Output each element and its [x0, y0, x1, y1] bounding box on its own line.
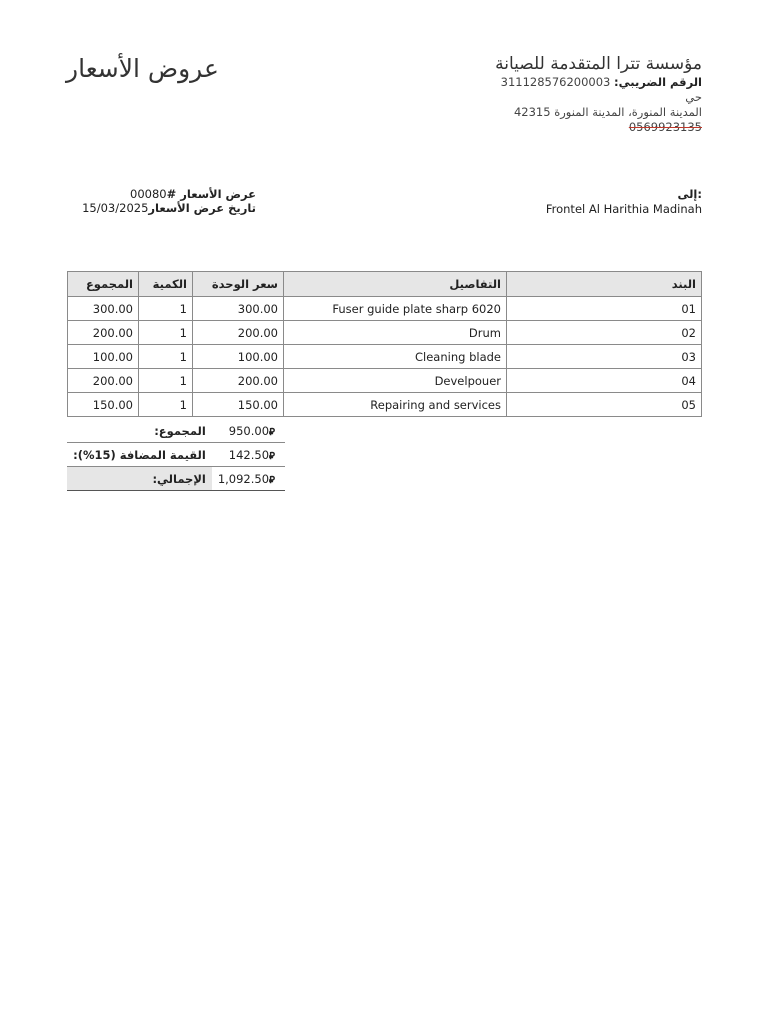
- cell-qty: 1: [139, 321, 193, 345]
- vat-row: [67, 443, 285, 467]
- header-details: التفاصيل: [284, 272, 507, 297]
- items-table: [67, 271, 702, 417]
- cell-details: Repairing and services: [284, 393, 507, 417]
- cell-qty: 1: [139, 393, 193, 417]
- cell-item: 04: [507, 369, 702, 393]
- recipient-label: إلى:: [677, 187, 702, 201]
- company-name: مؤسسة تترا المتقدمة للصيانة: [495, 54, 702, 74]
- subtotal-label: المجموع:: [67, 419, 212, 443]
- company-tax-line: [282, 75, 702, 90]
- table-row: [68, 345, 702, 369]
- riyal-icon: ⃁: [269, 474, 275, 486]
- quote-date-label: تاريخ عرض الأسعار: [148, 201, 256, 215]
- recipient-name: Frontel Al Harithia Madinah: [545, 202, 702, 216]
- table-row: [68, 297, 702, 321]
- cell-qty: 1: [139, 297, 193, 321]
- cell-total: 200.00: [68, 369, 139, 393]
- header-unit-price: سعر الوحدة: [193, 272, 284, 297]
- header-qty: الكمية: [139, 272, 193, 297]
- cell-details: Cleaning blade: [284, 345, 507, 369]
- cell-details: Develpouer: [284, 369, 507, 393]
- grand-total-label: الإجمالي:: [67, 467, 212, 491]
- company-district: حي: [685, 90, 702, 104]
- table-row: [68, 393, 702, 417]
- cell-unit-price: 200.00: [193, 369, 284, 393]
- cell-unit-price: 200.00: [193, 321, 284, 345]
- quote-number: 00080: [130, 187, 167, 201]
- header-item: البند: [507, 272, 702, 297]
- grand-total-value: 1,092.50: [217, 471, 270, 486]
- recipient-block: [402, 187, 702, 217]
- cell-qty: 1: [139, 345, 193, 369]
- quote-info: [66, 187, 256, 215]
- table-header-row: [68, 272, 702, 297]
- cell-item: 03: [507, 345, 702, 369]
- cell-item: 05: [507, 393, 702, 417]
- document-title: عروض الأسعار: [66, 54, 219, 83]
- tax-label: الرقم الضريبي:: [614, 75, 702, 89]
- quote-date-line: [66, 201, 256, 215]
- company-info: [282, 53, 702, 135]
- totals-table: [67, 419, 285, 491]
- cell-total: 150.00: [68, 393, 139, 417]
- cell-total: 200.00: [68, 321, 139, 345]
- cell-unit-price: 100.00: [193, 345, 284, 369]
- grand-total-amount: [212, 467, 285, 491]
- quote-date: 15/03/2025: [82, 201, 149, 215]
- riyal-icon: ⃁: [269, 450, 275, 462]
- cell-total: 100.00: [68, 345, 139, 369]
- cell-unit-price: 150.00: [193, 393, 284, 417]
- table-row: [68, 321, 702, 345]
- tax-number: 311128576200003: [500, 75, 611, 89]
- grand-total-row: [67, 467, 285, 491]
- cell-unit-price: 300.00: [193, 297, 284, 321]
- vat-label: القيمة المضافة (15%):: [67, 443, 212, 467]
- quote-number-line: [66, 187, 256, 201]
- subtotal-amount: [212, 419, 285, 443]
- subtotal-row: [67, 419, 285, 443]
- vat-value: 142.50: [228, 447, 270, 462]
- cell-details: Drum: [284, 321, 507, 345]
- cell-details: Fuser guide plate sharp 6020: [284, 297, 507, 321]
- cell-item: 01: [507, 297, 702, 321]
- company-phone: 0569923135: [628, 120, 702, 134]
- cell-qty: 1: [139, 369, 193, 393]
- cell-item: 02: [507, 321, 702, 345]
- quote-number-label: عرض الأسعار #: [166, 187, 256, 201]
- company-address: المدينة المنورة، المدينة المنورة 42315: [513, 105, 702, 119]
- header-total: المجموع: [68, 272, 139, 297]
- riyal-icon: ⃁: [269, 426, 275, 438]
- subtotal-value: 950.00: [228, 423, 270, 438]
- vat-amount: [212, 443, 285, 467]
- table-row: [68, 369, 702, 393]
- cell-total: 300.00: [68, 297, 139, 321]
